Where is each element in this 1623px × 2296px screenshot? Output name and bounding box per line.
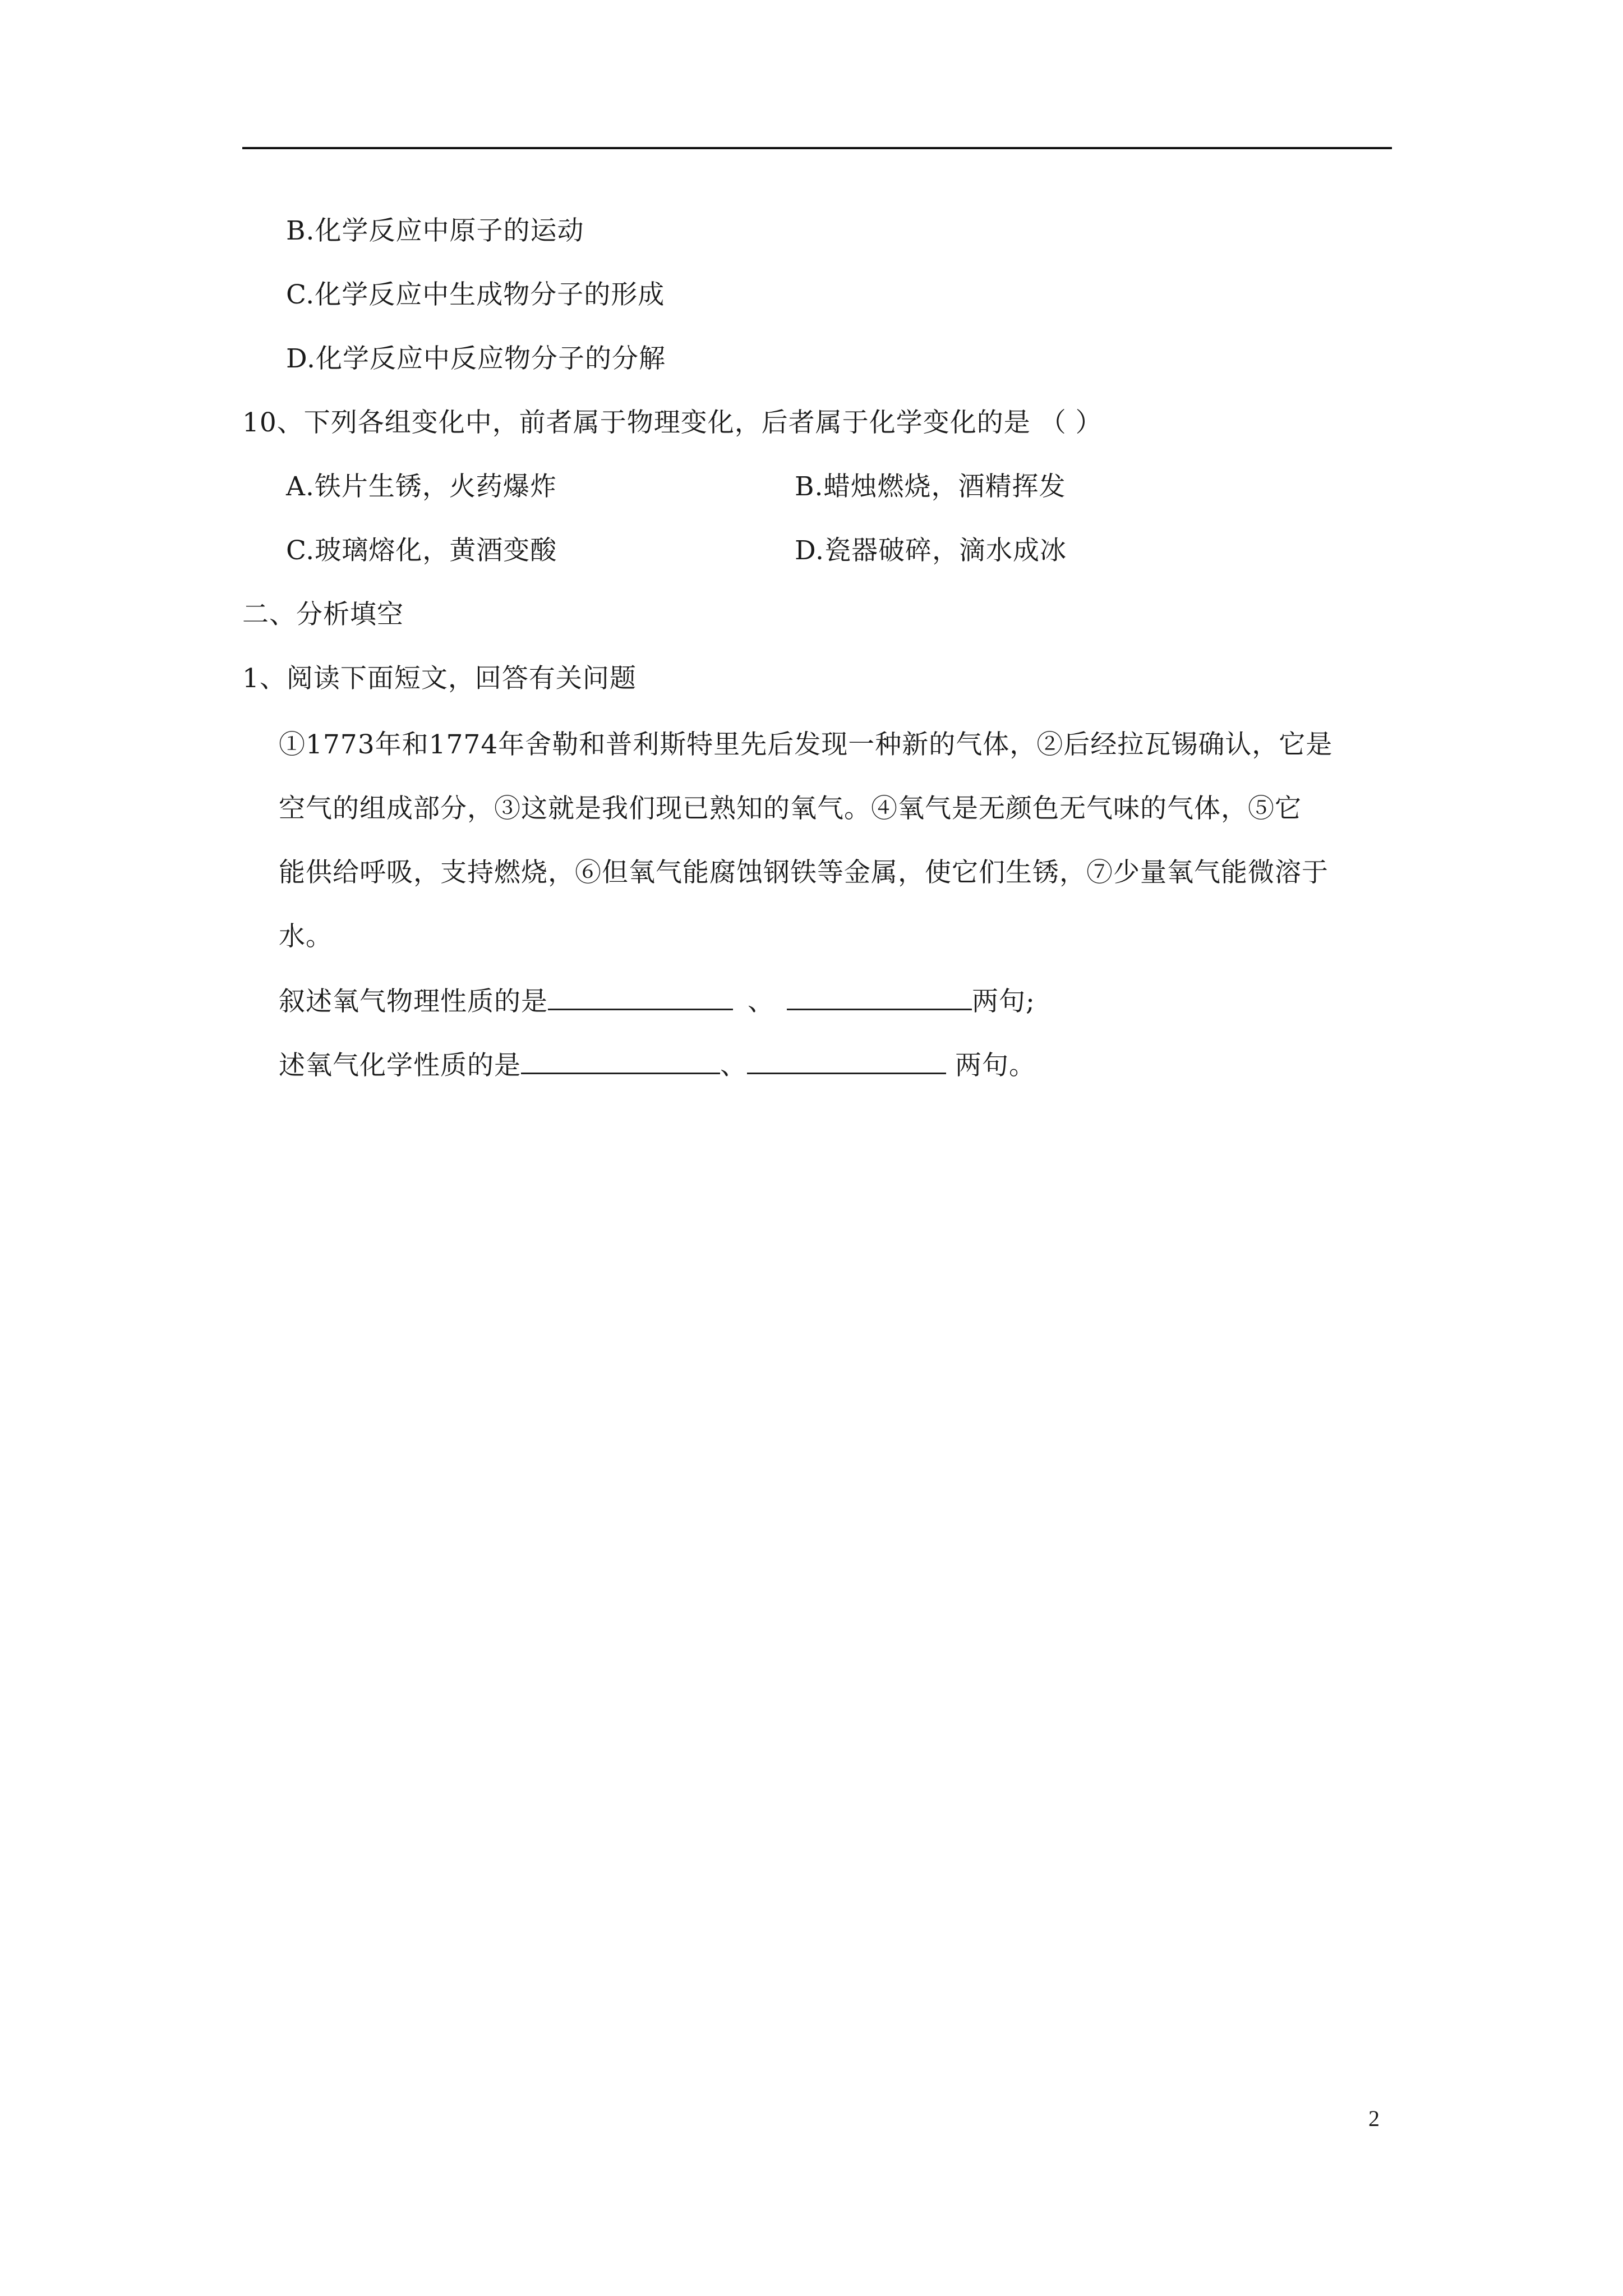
- answer-blank-physical-2[interactable]: [787, 984, 972, 1010]
- fill-physical-separator: 、: [739, 986, 774, 1017]
- fill-line-chemical: [279, 1048, 1036, 1083]
- q10-option-d: D.瓷器破碎，滴水成冰: [795, 535, 1067, 566]
- answer-blank-physical-1[interactable]: [548, 984, 733, 1010]
- passage-line-4: 水。: [279, 921, 333, 952]
- q9-option-d: D.化学反应中反应物分子的分解: [286, 343, 666, 374]
- q9-option-b: B.化学反应中原子的运动: [286, 215, 584, 246]
- q1-stem: 1、阅读下面短文，回答有关问题: [242, 663, 637, 694]
- page-number: 2: [1368, 2106, 1380, 2131]
- q9-option-c: C.化学反应中生成物分子的形成: [286, 279, 665, 310]
- fill-line-physical: [279, 984, 1035, 1019]
- passage-line-2: 空气的组成部分，③这就是我们现已熟知的氧气。④氧气是无颜色无气味的气体，⑤它: [279, 793, 1302, 824]
- q10-option-c: C.玻璃熔化，黄酒变酸: [286, 535, 557, 566]
- q10-stem: 10、下列各组变化中，前者属于物理变化，后者属于化学变化的是 （ ）: [242, 407, 1103, 438]
- passage-line-3: 能供给呼吸，支持燃烧，⑥但氧气能腐蚀钢铁等金属，使它们生锈，⑦少量氧气能微溶于: [279, 857, 1329, 888]
- fill-chemical-prefix: 述氧气化学性质的是: [279, 1050, 521, 1081]
- fill-chemical-separator: 、: [720, 1050, 747, 1081]
- section-2-title: 二、分析填空: [242, 599, 404, 630]
- answer-blank-chemical-1[interactable]: [521, 1048, 720, 1074]
- passage-line-1: ①1773年和1774年舍勒和普利斯特里先后发现一种新的气体，②后经拉瓦锡确认，它是: [279, 729, 1333, 760]
- q10-option-a: A.铁片生锈，火药爆炸: [286, 471, 557, 502]
- q10-option-b: B.蜡烛燃烧，酒精挥发: [795, 471, 1066, 502]
- fill-physical-suffix: 两句;: [971, 986, 1035, 1017]
- answer-blank-chemical-2[interactable]: [747, 1048, 946, 1074]
- fill-physical-prefix: 叙述氧气物理性质的是: [279, 986, 548, 1017]
- fill-chemical-suffix: 两句。: [946, 1050, 1036, 1081]
- header-rule: [242, 147, 1392, 149]
